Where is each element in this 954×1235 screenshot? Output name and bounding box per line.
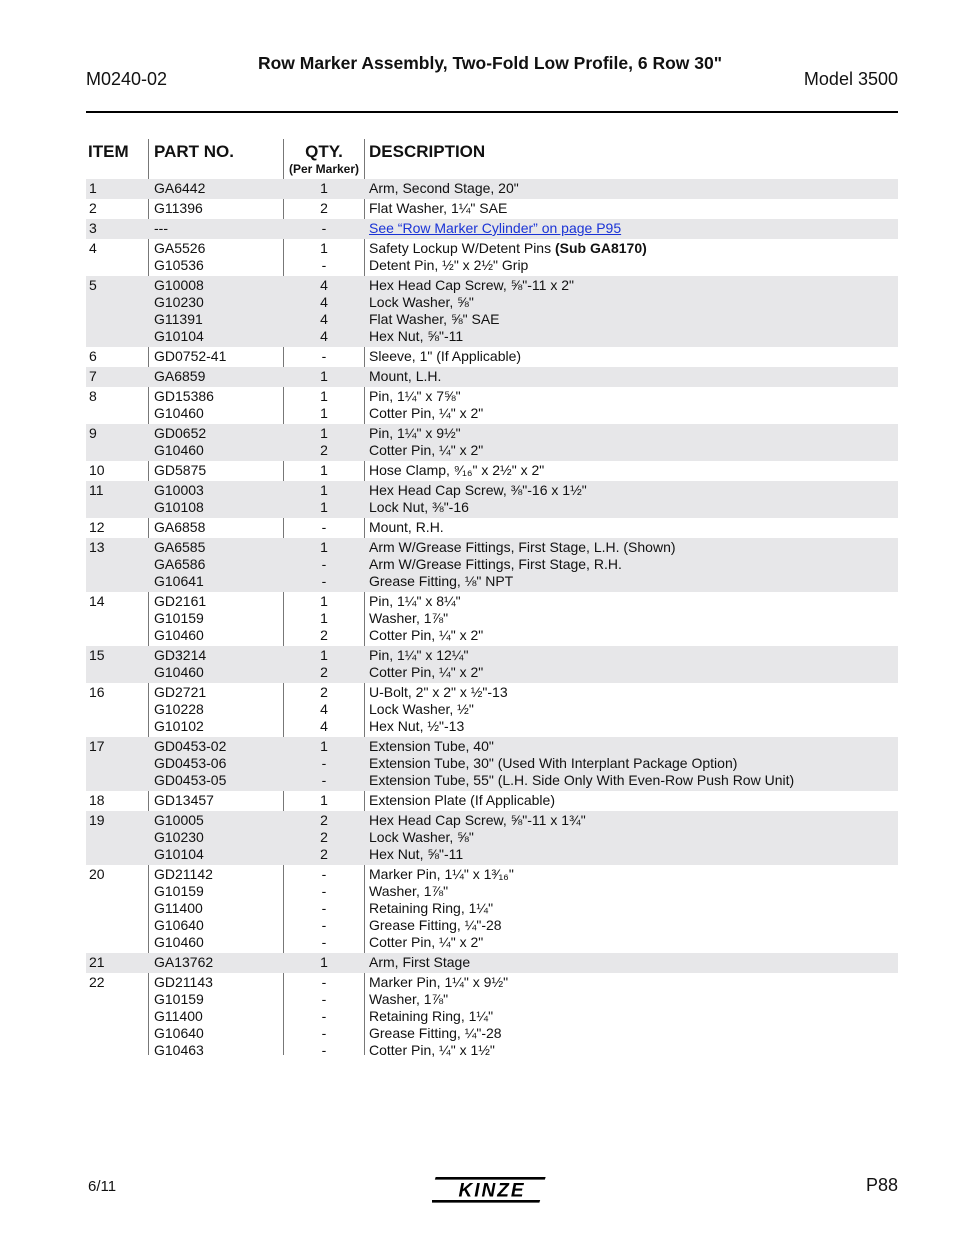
description: Washer, 1⅞" bbox=[369, 991, 449, 1007]
item-number: 8 bbox=[89, 388, 97, 404]
descriptions bbox=[369, 425, 483, 459]
description: Extension Tube, 30" (Used With Interplant Package Option) bbox=[369, 755, 738, 771]
quantity: 4 bbox=[320, 294, 328, 310]
part-numbers bbox=[154, 220, 168, 237]
description: Flat Washer, 1¼" SAE bbox=[369, 200, 508, 216]
table-row bbox=[86, 865, 898, 953]
part-number: GD0453-02 bbox=[154, 738, 227, 754]
description bbox=[369, 220, 621, 237]
part-numbers bbox=[154, 974, 213, 1059]
quantity: 1 bbox=[320, 593, 328, 609]
revision-date: 6/11 bbox=[88, 1178, 117, 1195]
part-number: G10159 bbox=[154, 883, 204, 899]
part-number: G10228 bbox=[154, 701, 204, 717]
item-number: 21 bbox=[89, 954, 105, 970]
quantity: - bbox=[321, 220, 327, 236]
quantities bbox=[284, 647, 364, 681]
description: Pin, 1¼" x 8¼" bbox=[369, 593, 461, 609]
part-numbers bbox=[154, 519, 205, 536]
descriptions bbox=[369, 462, 544, 479]
description: Lock Nut, ⅜"-16 bbox=[369, 499, 469, 515]
description: Cotter Pin, ¼" x 2" bbox=[369, 442, 484, 458]
table-row bbox=[86, 199, 898, 219]
model-label: Model 3500 bbox=[803, 69, 898, 89]
description: Arm, Second Stage, 20" bbox=[369, 180, 519, 196]
part-number: GD5875 bbox=[154, 462, 207, 478]
table-row bbox=[86, 811, 898, 865]
item-number: 5 bbox=[89, 277, 97, 293]
quantity: 2 bbox=[320, 684, 328, 700]
quantities bbox=[284, 425, 364, 459]
part-numbers bbox=[154, 388, 214, 422]
quantity: - bbox=[321, 772, 327, 788]
description: Extension Tube, 40" bbox=[369, 738, 494, 754]
part-number: GA6586 bbox=[154, 556, 206, 572]
description: Marker Pin, 1¼" x 9½" bbox=[369, 974, 509, 990]
quantity: - bbox=[321, 519, 327, 535]
descriptions bbox=[369, 593, 483, 644]
part-number: --- bbox=[154, 220, 168, 236]
description: Retaining Ring, 1¼" bbox=[369, 1008, 494, 1024]
description: Lock Washer, ⅝" bbox=[369, 829, 474, 845]
quantity: 1 bbox=[320, 425, 328, 441]
quantities bbox=[284, 519, 364, 536]
column-header-part-no: PART NO. bbox=[154, 142, 234, 161]
description: Lock Washer, ⅝" bbox=[369, 294, 474, 310]
table-row bbox=[86, 424, 898, 461]
description: Grease Fitting, ¼"-28 bbox=[369, 1025, 502, 1041]
quantity: 1 bbox=[320, 405, 328, 421]
table-row bbox=[86, 953, 898, 973]
table-row bbox=[86, 791, 898, 811]
quantity: 1 bbox=[320, 499, 328, 515]
part-numbers bbox=[154, 866, 213, 951]
description: Retaining Ring, 1¼" bbox=[369, 900, 494, 916]
item-number: 4 bbox=[89, 240, 97, 256]
part-number: G10640 bbox=[154, 1025, 204, 1041]
quantities bbox=[284, 738, 364, 789]
table-row bbox=[86, 646, 898, 683]
part-number: GA13762 bbox=[154, 954, 214, 970]
part-number: G11400 bbox=[154, 900, 203, 916]
descriptions bbox=[369, 368, 441, 385]
description: Arm W/Grease Fittings, First Stage, R.H. bbox=[369, 556, 622, 572]
description: Hex Head Cap Screw, ⅜"-16 x 1½" bbox=[369, 482, 587, 498]
description: Hex Head Cap Screw, ⅝"-11 x 1¾" bbox=[369, 812, 586, 828]
column-header-item: ITEM bbox=[88, 142, 129, 161]
description: Hose Clamp, ⁹⁄₁₆" x 2½" x 2" bbox=[369, 462, 545, 478]
item-number: 19 bbox=[89, 812, 105, 828]
description: Sleeve, 1" (If Applicable) bbox=[369, 348, 522, 364]
description: Cotter Pin, ¼" x 2" bbox=[369, 664, 484, 680]
column-header-qty-sub: (Per Marker) bbox=[288, 162, 360, 176]
descriptions bbox=[369, 277, 574, 345]
part-number: GA6858 bbox=[154, 519, 206, 535]
quantities bbox=[284, 593, 364, 644]
descriptions bbox=[369, 539, 676, 590]
description: Cotter Pin, ¼" x 2" bbox=[369, 627, 484, 643]
quantity: 2 bbox=[320, 846, 328, 862]
part-numbers bbox=[154, 348, 226, 365]
item-number: 17 bbox=[89, 738, 105, 754]
descriptions bbox=[369, 388, 483, 422]
cross-reference-link[interactable]: See “Row Marker Cylinder” on page P95 bbox=[369, 220, 622, 236]
quantities bbox=[284, 348, 364, 365]
quantity: 2 bbox=[320, 664, 328, 680]
quantity: 2 bbox=[320, 200, 328, 216]
part-number: G10460 bbox=[154, 405, 204, 421]
description: U-Bolt, 2" x 2" x ½"-13 bbox=[369, 684, 508, 700]
part-number: GD13457 bbox=[154, 792, 214, 808]
descriptions bbox=[369, 792, 555, 809]
parts-table bbox=[86, 179, 898, 1061]
quantities bbox=[284, 180, 364, 197]
quantity: 1 bbox=[320, 388, 328, 404]
part-number: GD15386 bbox=[154, 388, 214, 404]
quantity: 4 bbox=[320, 328, 328, 344]
part-numbers bbox=[154, 539, 205, 590]
kinze-logo bbox=[432, 1176, 550, 1204]
quantity: - bbox=[321, 917, 327, 933]
part-number: GD0453-06 bbox=[154, 755, 227, 771]
description: Arm W/Grease Fittings, First Stage, L.H. (Shown) bbox=[369, 539, 676, 555]
item-number: 22 bbox=[89, 974, 105, 990]
quantity: 1 bbox=[320, 738, 328, 754]
description: Flat Washer, ⅝" SAE bbox=[369, 311, 500, 327]
table-row bbox=[86, 276, 898, 347]
item-number: 10 bbox=[89, 462, 105, 478]
description: Pin, 1¼" x 12¼" bbox=[369, 647, 469, 663]
description: Hex Nut, ⅝"-11 bbox=[369, 846, 464, 862]
table-row bbox=[86, 219, 898, 239]
table-row bbox=[86, 538, 898, 592]
part-number: G10460 bbox=[154, 934, 204, 950]
quantities bbox=[284, 200, 364, 217]
quantity: 1 bbox=[320, 539, 328, 555]
descriptions bbox=[369, 348, 521, 365]
description: Marker Pin, 1¼" x 1³⁄₁₆" bbox=[369, 866, 514, 882]
description: Extension Plate (If Applicable) bbox=[369, 792, 555, 808]
part-number: G10003 bbox=[154, 482, 204, 498]
part-number: G10641 bbox=[154, 573, 204, 589]
descriptions bbox=[369, 866, 514, 951]
item-number: 1 bbox=[89, 180, 97, 196]
description: Mount, L.H. bbox=[369, 368, 442, 384]
quantity: - bbox=[321, 991, 327, 1007]
table-row bbox=[86, 461, 898, 481]
quantity: 2 bbox=[320, 442, 328, 458]
part-number: GD3214 bbox=[154, 647, 207, 663]
description: Mount, R.H. bbox=[369, 519, 444, 535]
descriptions bbox=[369, 738, 794, 789]
part-number: G11391 bbox=[154, 311, 203, 327]
part-number: G10005 bbox=[154, 812, 204, 828]
part-numbers bbox=[154, 368, 205, 385]
table-row bbox=[86, 347, 898, 367]
part-number: G10159 bbox=[154, 991, 204, 1007]
part-numbers bbox=[154, 200, 203, 217]
part-numbers bbox=[154, 425, 206, 459]
document-number: M0240-02 bbox=[86, 69, 168, 89]
part-number: G10108 bbox=[154, 499, 204, 515]
item-number: 13 bbox=[89, 539, 105, 555]
quantity: 1 bbox=[320, 462, 328, 478]
substitute-note: (Sub GA8170) bbox=[554, 240, 647, 256]
item-number: 3 bbox=[89, 220, 97, 236]
part-number: G10008 bbox=[154, 277, 204, 293]
item-number: 16 bbox=[89, 684, 105, 700]
part-number: G10230 bbox=[154, 829, 204, 845]
quantity: 1 bbox=[320, 610, 328, 626]
part-number: GA6442 bbox=[154, 180, 206, 196]
description: Washer, 1⅞" bbox=[369, 610, 449, 626]
quantity: - bbox=[321, 556, 327, 572]
descriptions bbox=[369, 684, 508, 735]
description: Detent Pin, ½" x 2½" Grip bbox=[369, 257, 529, 273]
description: Hex Nut, ½"-13 bbox=[369, 718, 465, 734]
descriptions bbox=[369, 240, 647, 274]
page-title: Row Marker Assembly, Two-Fold Low Profile, 6 Row 30" bbox=[257, 53, 723, 73]
kinze-logo-text: KINZE bbox=[458, 1180, 526, 1202]
quantities bbox=[284, 792, 364, 809]
part-number: GD0652 bbox=[154, 425, 207, 441]
quantity: 1 bbox=[320, 240, 328, 256]
quantity: 2 bbox=[320, 627, 328, 643]
part-number: G10640 bbox=[154, 917, 204, 933]
table-row bbox=[86, 387, 898, 424]
quantity: 4 bbox=[320, 701, 328, 717]
part-number: G10104 bbox=[154, 846, 204, 862]
item-number: 20 bbox=[89, 866, 105, 882]
table-row bbox=[86, 367, 898, 387]
quantity: 1 bbox=[320, 647, 328, 663]
descriptions bbox=[369, 180, 519, 197]
part-number: G10104 bbox=[154, 328, 204, 344]
quantity: 4 bbox=[320, 718, 328, 734]
part-numbers bbox=[154, 738, 226, 789]
description: Safety Lockup W/Detent Pins bbox=[369, 240, 555, 256]
quantity: 2 bbox=[320, 812, 328, 828]
descriptions bbox=[369, 954, 470, 971]
quantities bbox=[284, 812, 364, 863]
description: Grease Fitting, ¼"-28 bbox=[369, 917, 502, 933]
part-number: GA6585 bbox=[154, 539, 206, 555]
quantity: 2 bbox=[320, 829, 328, 845]
table-row bbox=[86, 973, 898, 1061]
quantity: 1 bbox=[320, 368, 328, 384]
item-number: 12 bbox=[89, 519, 105, 535]
page-number: P88 bbox=[865, 1175, 898, 1195]
part-number: G11400 bbox=[154, 1008, 203, 1024]
part-number: GD21142 bbox=[154, 866, 213, 882]
quantity: - bbox=[321, 348, 327, 364]
part-numbers bbox=[154, 812, 204, 863]
description: Lock Washer, ½" bbox=[369, 701, 474, 717]
quantities bbox=[284, 974, 364, 1059]
part-number: GD0453-05 bbox=[154, 772, 227, 788]
descriptions bbox=[369, 220, 621, 237]
description: Washer, 1⅞" bbox=[369, 883, 449, 899]
description: Cotter Pin, ¼" x 1½" bbox=[369, 1042, 495, 1058]
table-row bbox=[86, 592, 898, 646]
part-number: GD21143 bbox=[154, 974, 213, 990]
part-numbers bbox=[154, 792, 214, 809]
part-number: GD0752-41 bbox=[154, 348, 227, 364]
table-row bbox=[86, 518, 898, 538]
descriptions bbox=[369, 812, 586, 863]
quantities bbox=[284, 388, 364, 422]
quantity: 1 bbox=[320, 792, 328, 808]
quantity: - bbox=[321, 257, 327, 273]
part-number: G11396 bbox=[154, 200, 203, 216]
quantities bbox=[284, 368, 364, 385]
column-header-qty: QTY. bbox=[305, 142, 343, 161]
quantity: - bbox=[321, 1008, 327, 1024]
table-row bbox=[86, 683, 898, 737]
quantities bbox=[284, 539, 364, 590]
item-number: 2 bbox=[89, 200, 97, 216]
part-number: G10463 bbox=[154, 1042, 204, 1058]
quantities bbox=[284, 240, 364, 274]
item-number: 9 bbox=[89, 425, 97, 441]
item-number: 14 bbox=[89, 593, 105, 609]
table-row bbox=[86, 179, 898, 199]
quantity: - bbox=[321, 900, 327, 916]
part-number: G10460 bbox=[154, 664, 204, 680]
quantities bbox=[284, 277, 364, 345]
quantity: - bbox=[321, 755, 327, 771]
part-numbers bbox=[154, 593, 206, 644]
item-number: 15 bbox=[89, 647, 105, 663]
part-numbers bbox=[154, 647, 206, 681]
quantity: 1 bbox=[320, 482, 328, 498]
description: Cotter Pin, ¼" x 2" bbox=[369, 934, 484, 950]
description: Cotter Pin, ¼" x 2" bbox=[369, 405, 484, 421]
part-number: G10460 bbox=[154, 442, 204, 458]
quantities bbox=[284, 684, 364, 735]
part-numbers bbox=[154, 462, 206, 479]
quantities bbox=[284, 954, 364, 971]
part-numbers bbox=[154, 954, 213, 971]
quantity: 4 bbox=[320, 311, 328, 327]
quantity: - bbox=[321, 1025, 327, 1041]
quantity: - bbox=[321, 1042, 327, 1058]
quantity: - bbox=[321, 883, 327, 899]
descriptions bbox=[369, 647, 483, 681]
quantity: - bbox=[321, 573, 327, 589]
quantity: - bbox=[321, 934, 327, 950]
part-number: G10460 bbox=[154, 627, 204, 643]
description: Hex Head Cap Screw, ⅝"-11 x 2" bbox=[369, 277, 574, 293]
part-number: GD2161 bbox=[154, 593, 207, 609]
table-row bbox=[86, 481, 898, 518]
part-number: G10159 bbox=[154, 610, 204, 626]
item-number: 7 bbox=[89, 368, 97, 384]
quantities bbox=[284, 482, 364, 516]
quantity: 1 bbox=[320, 180, 328, 196]
quantity: - bbox=[321, 974, 327, 990]
part-numbers bbox=[154, 684, 206, 735]
part-number: GA6859 bbox=[154, 368, 206, 384]
item-number: 11 bbox=[89, 482, 104, 498]
item-number: 18 bbox=[89, 792, 105, 808]
quantities bbox=[284, 462, 364, 479]
part-number: GA5526 bbox=[154, 240, 206, 256]
descriptions bbox=[369, 200, 507, 217]
quantity: 4 bbox=[320, 277, 328, 293]
descriptions bbox=[369, 974, 508, 1059]
header-divider bbox=[86, 111, 898, 113]
quantity: 1 bbox=[320, 954, 328, 970]
description: Hex Nut, ⅝"-11 bbox=[369, 328, 464, 344]
part-number: GD2721 bbox=[154, 684, 207, 700]
column-header-description: DESCRIPTION bbox=[369, 142, 486, 161]
table-row bbox=[86, 239, 898, 276]
part-number: G10536 bbox=[154, 257, 204, 273]
part-numbers bbox=[154, 482, 204, 516]
part-number: G10102 bbox=[154, 718, 204, 734]
item-number: 6 bbox=[89, 348, 97, 364]
part-numbers bbox=[154, 240, 205, 274]
description: Extension Tube, 55" (L.H. Side Only With Even-Row Push Row Unit) bbox=[369, 772, 795, 788]
descriptions bbox=[369, 482, 587, 516]
description: Pin, 1¼" x 9½" bbox=[369, 425, 461, 441]
quantities bbox=[284, 220, 364, 237]
quantity: - bbox=[321, 866, 327, 882]
description: Arm, First Stage bbox=[369, 954, 471, 970]
part-numbers bbox=[154, 180, 205, 197]
part-numbers bbox=[154, 277, 204, 345]
description: Grease Fitting, ⅛" NPT bbox=[369, 573, 514, 589]
part-number: G10230 bbox=[154, 294, 204, 310]
quantities bbox=[284, 866, 364, 951]
descriptions bbox=[369, 519, 444, 536]
table-row bbox=[86, 737, 898, 791]
description: Pin, 1¼" x 7⅝" bbox=[369, 388, 461, 404]
